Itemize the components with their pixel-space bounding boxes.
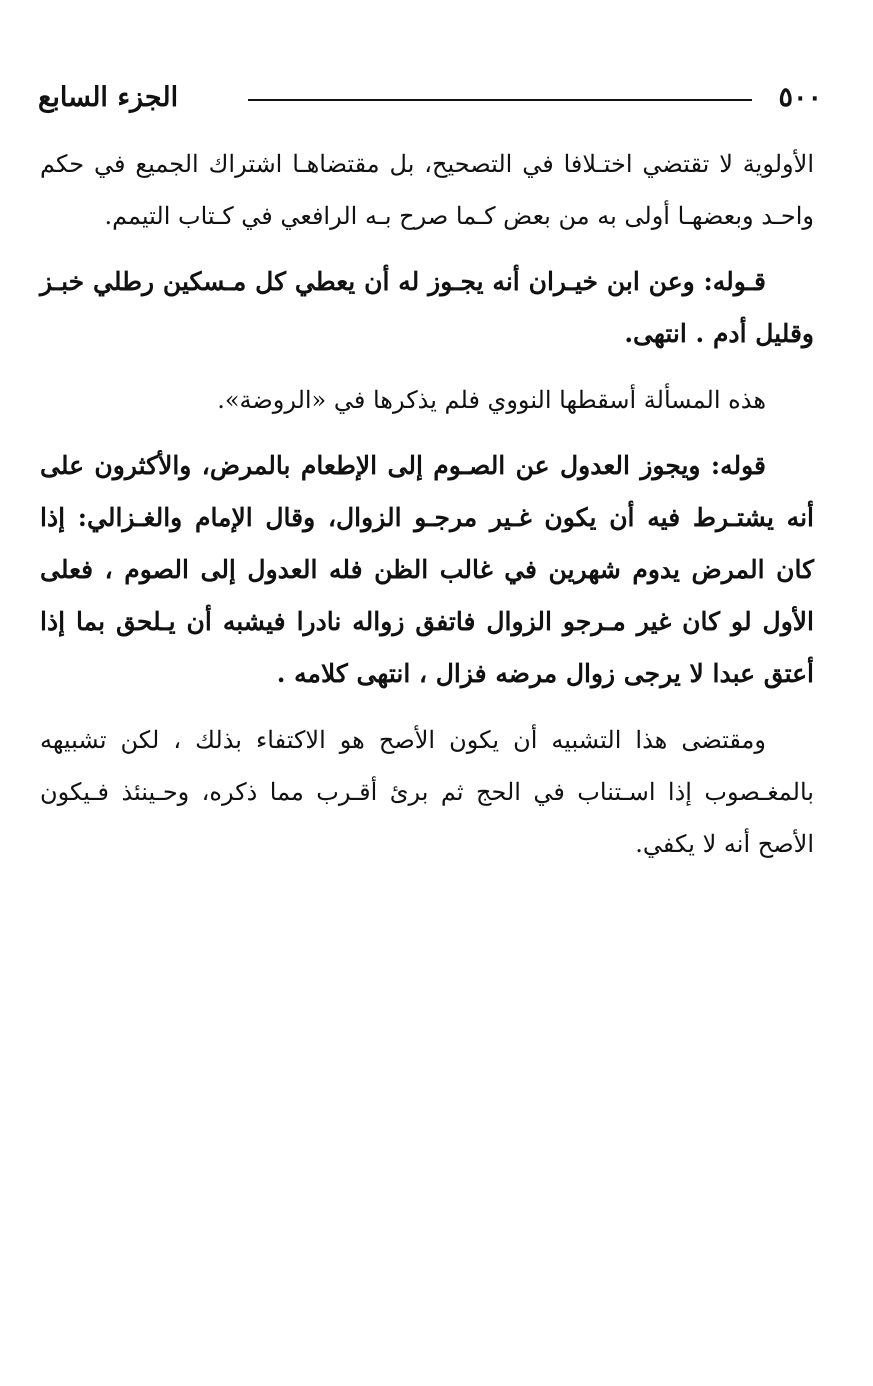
paragraph-4-quote: قوله: ويجوز العدول عن الصـوم إلى الإطعام بالمرض، والأكثرون على أنه يشتـرط فيه أن يكون غـير مرجـو الزوال، وقال الإمام والغـزالي: إذا كان المرض يدوم شهرين في غالب الظن فله العدول إلى الصوم ، فعلى الأول لو كان غير مـرجو الزوال فاتفق زواله نادرا فيشبه أن يـلحق بما إذا أعتق عبدا لا يرجى زوال مرضه فزال ، انتهى كلامه . bbox=[40, 451, 814, 688]
running-header bbox=[38, 78, 822, 118]
paragraph-2-quote: قـوله: وعن ابن خيـران أنه يجـوز له أن يعطي كل مـسكين رطلي خبـز وقليل أدم . انتهى. bbox=[40, 267, 814, 348]
paragraph-5: ومقتضى هذا التشبيه أن يكون الأصح هو الاكتفاء بذلك ، لكن تشبيهه بالمغـصوب إذا اسـتناب في الحج ثم برئ أقـرب مما ذكره، وحـينئذ فـيكون الأصح أنه لا يكفي. bbox=[40, 726, 814, 858]
body-text bbox=[40, 138, 814, 884]
header-rule bbox=[248, 99, 752, 101]
paragraph-3: هذه المسألة أسقطها النووي فلم يذكرها في «الروضة». bbox=[217, 386, 766, 414]
volume-title: الجزء السابع bbox=[38, 82, 179, 113]
page-number: ٥٠٠ bbox=[778, 82, 822, 113]
paragraph-1: الأولوية لا تقتضي اختـلافا في التصحيح، بل مقتضاهـا اشتراك الجميع في حكم واحـد وبعضهـا أولى به من بعض كـما صرح بـه الرافعي في كـتاب التيمم. bbox=[40, 150, 814, 230]
